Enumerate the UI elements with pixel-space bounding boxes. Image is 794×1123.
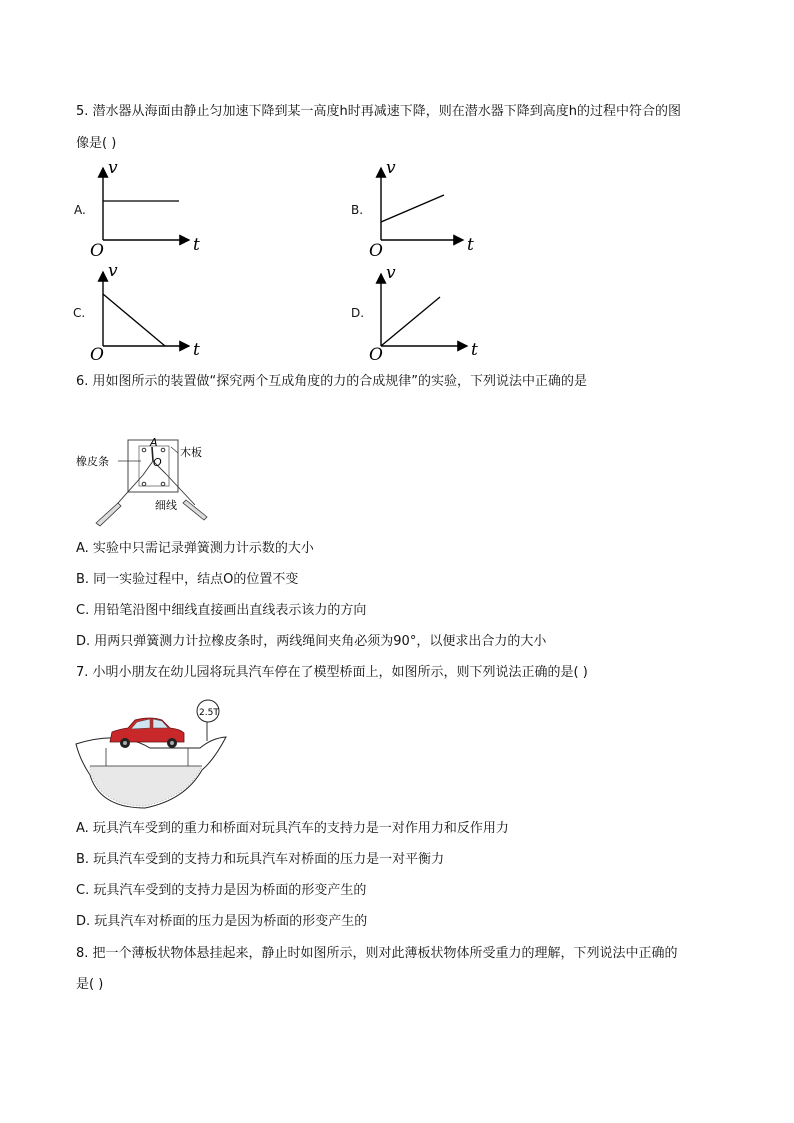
graph-c-v-label: v (108, 261, 118, 281)
q7-bridge-figure (76, 700, 226, 808)
graph-d-line (381, 297, 440, 346)
spring-scale-left (96, 503, 121, 526)
q7-option-c: C. 玩具汽车受到的支持力是因为桥面的形变产生的 (76, 883, 367, 898)
q6-point-o: O (153, 456, 162, 469)
graph-b-line (381, 195, 444, 222)
q7-stem: 7. 小明小朋友在幼儿园将玩具汽车停在了模型桥面上，如图所示，则下列说法正确的是( ) (76, 665, 588, 680)
q5-option-c-label: C. (73, 306, 86, 320)
graph-b-t-label: t (467, 235, 474, 255)
q6-label-rubber: 橡皮条 (76, 455, 109, 468)
q5-stem-line1: 5. 潜水器从海面由静止匀加速下降到某一高度h时再减速下降，则在潜水器下降到高度h的过程中符合的图 (76, 104, 682, 119)
spring-scale-right (183, 500, 207, 520)
q5-option-d-label: D. (351, 306, 365, 320)
q7-option-b: B. 玩具汽车受到的支持力和玩具汽车对桥面的压力是一对平衡力 (76, 852, 445, 867)
q6-option-b: B. 同一实验过程中，结点O的位置不变 (76, 572, 299, 587)
q5-option-a-label: A. (74, 203, 86, 217)
q5-stem-line2: 像是( ) (76, 136, 117, 151)
graph-b-origin: O (369, 241, 383, 261)
graph-d-origin: O (369, 345, 383, 365)
q6-option-d: D. 用两只弹簧测力计拉橡皮条时，两线绳间夹角必须为90°，以便求出合力的大小 (76, 634, 547, 649)
graph-a-origin: O (90, 241, 104, 261)
graph-a-v-label: v (108, 158, 118, 178)
q6-apparatus-figure (76, 436, 207, 526)
graph-a-t-label: t (193, 235, 200, 255)
graph-d-t-label: t (471, 340, 478, 360)
q5-option-b-label: B. (351, 203, 364, 217)
q6-option-a: A. 实验中只需记录弹簧测力计示数的大小 (76, 541, 314, 556)
q6-stem: 6. 用如图所示的装置做“探究两个互成角度的力的合成规律”的实验，下列说法中正确的是 (76, 374, 588, 389)
graph-c-origin: O (90, 345, 104, 365)
q7-option-a: A. 玩具汽车受到的重力和桥面对玩具汽车的支持力是一对作用力和反作用力 (76, 821, 509, 836)
q6-option-c: C. 用铅笔沿图中细线直接画出直线表示该力的方向 (76, 603, 367, 618)
q7-option-d: D. 玩具汽车对桥面的压力是因为桥面的形变产生的 (76, 914, 368, 929)
q8-stem-line1: 8. 把一个薄板状物体悬挂起来，静止时如图所示，则对此薄板状物体所受重力的理解，下列说法中正确的 (76, 946, 678, 961)
graph-d-v-label: v (386, 263, 396, 283)
q6-label-board: 木板 (180, 446, 202, 459)
q8-stem-line2: 是( ) (76, 977, 104, 992)
graph-b-v-label: v (386, 158, 396, 178)
q7-sign-text: 2.5T (199, 708, 219, 718)
q6-point-a: A (150, 436, 158, 449)
q6-label-string: 细线 (155, 499, 177, 512)
graph-c-t-label: t (193, 340, 200, 360)
graph-c-line (103, 294, 165, 346)
